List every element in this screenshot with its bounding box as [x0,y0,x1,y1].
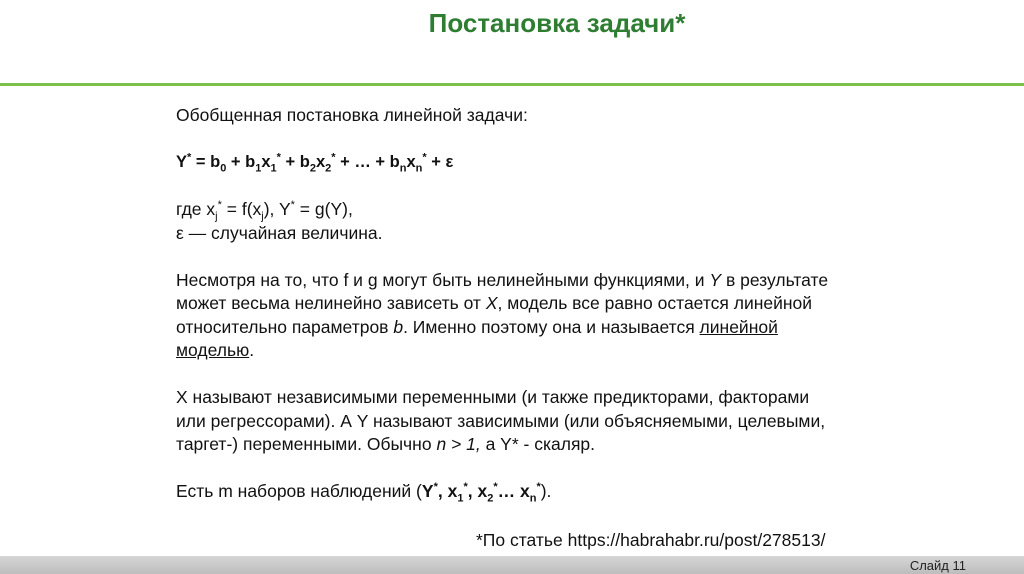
epsilon-definition: ε — случайная величина. [176,222,383,243]
where-definition: где $x_j^* = f(x_j)$, Y* = g(Y), [176,199,353,223]
source-footnote: *По статье https://habrahabr.ru/post/278513/ [476,530,826,550]
slide-content [176,104,836,504]
title-divider [0,83,1024,86]
variables-paragraph: X называют независимыми переменными (и также предикторами, факторами или регрессорами). А Y называют зависимыми (или объясняемыми, целевыми, таргет-) переменными. Обычно n > 1, а Y* - скаляр. [176,387,826,454]
observations-line: Есть m наборов наблюдений (Y*, $x_1^*$, $x_2^*\dots$ $x_n^*$). [176,481,552,505]
slide-title: Постановка задачи* [428,8,686,38]
footer-bar [0,556,1024,574]
intro-text: Обобщенная постановка линейной задачи: [176,105,528,125]
regression-formula: $Y^* = b_0 + b_1x_1^* + b_2x_2^*$ + … + $b_nx_n^* + \varepsilon$ [176,151,454,175]
linearity-paragraph: Несмотря на то, что f и g могут быть нелинейными функциями, и Y в результате может весьма нелинейно зависеть от X, модель все равно остается линейной относительно параметров b. Именно поэтому она и называется линейной моделью. [176,269,829,360]
linear-model-term: линейной моделью [176,316,778,360]
slide-number: Слайд 11 [909,558,966,573]
